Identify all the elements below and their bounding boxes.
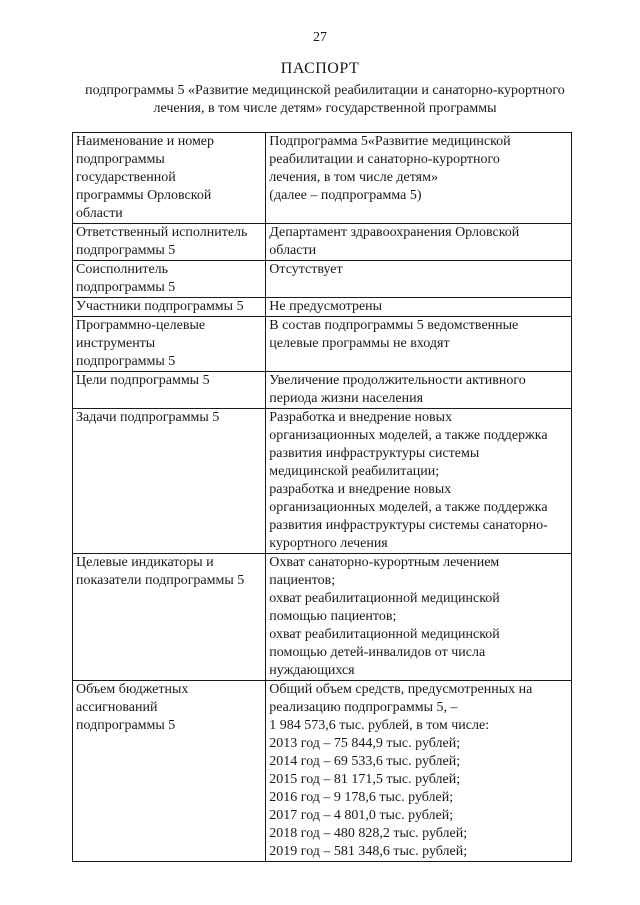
value-line: целевые программы не входят — [269, 336, 450, 351]
label-line: Программно-целевые — [76, 318, 206, 333]
label-line: подпрограммы 5 — [76, 243, 176, 258]
label-line: Наименование и номер — [76, 134, 215, 149]
passport-row — [73, 317, 572, 372]
page-number: 27 — [313, 30, 327, 45]
passport-row-value — [266, 317, 572, 372]
label-line: подпрограммы 5 — [76, 718, 176, 733]
label-line: Ответственный исполнитель — [76, 225, 248, 240]
value-line: Отсутствует — [269, 262, 343, 277]
value-line: 2015 год – 81 171,5 тыс. рублей; — [269, 772, 461, 787]
value-line: развития инфраструктуры системы санаторно- — [269, 518, 548, 533]
value-line: области — [269, 243, 317, 258]
value-line: 2013 год – 75 844,9 тыс. рублей; — [269, 736, 461, 751]
value-line: периода жизни населения — [269, 391, 424, 406]
label-line: государственной — [76, 170, 176, 185]
passport-row — [73, 298, 572, 317]
passport-row — [73, 409, 572, 554]
passport-row-label — [73, 261, 266, 298]
passport-row-label — [73, 409, 266, 554]
value-line: помощью детей-инвалидов от числа — [269, 645, 486, 660]
value-line: 2019 год – 581 348,6 тыс. рублей; — [269, 844, 468, 859]
value-line: Департамент здравоохранения Орловской — [269, 225, 520, 240]
label-line: инструменты — [76, 336, 156, 351]
value-line: Общий объем средств, предусмотренных на — [269, 682, 533, 697]
label-line: Задачи подпрограммы 5 — [76, 410, 220, 425]
value-line: Охват санаторно-курортным лечением — [269, 555, 500, 570]
value-line: 2016 год – 9 178,6 тыс. рублей; — [269, 790, 454, 805]
value-line: (далее – подпрограмма 5) — [269, 188, 422, 203]
passport-row-value — [266, 133, 572, 224]
passport-row-label — [73, 681, 266, 862]
value-line: курортного лечения — [269, 536, 388, 551]
document-subtitle — [60, 82, 590, 118]
passport-table-body — [73, 133, 572, 862]
value-line: реабилитации и санаторно-курортного — [269, 152, 500, 167]
passport-row-label — [73, 298, 266, 317]
value-line: нуждающихся — [269, 663, 355, 678]
passport-table — [72, 132, 572, 862]
value-line: разработка и внедрение новых — [269, 482, 452, 497]
value-line: 1 984 573,6 тыс. рублей, в том числе: — [269, 718, 490, 733]
label-line: программы Орловской — [76, 188, 212, 203]
value-line: реализацию подпрограммы 5, – — [269, 700, 458, 715]
value-line: развития инфраструктуры системы — [269, 446, 480, 461]
subtitle-line: подпрограммы 5 «Развитие медицинской реабилитации и санаторно-курортного — [85, 83, 565, 98]
value-line: 2014 год – 69 533,6 тыс. рублей; — [269, 754, 461, 769]
label-line: подпрограммы 5 — [76, 280, 176, 295]
label-line: Участники подпрограммы 5 — [76, 299, 244, 314]
value-line: лечения, в том числе детям» — [269, 170, 438, 185]
passport-row-value — [266, 554, 572, 681]
value-line: Разработка и внедрение новых — [269, 410, 453, 425]
value-line: Не предусмотрены — [269, 299, 383, 314]
label-line: области — [76, 206, 123, 221]
passport-row — [73, 261, 572, 298]
passport-row-value — [266, 372, 572, 409]
value-line: пациентов; — [269, 573, 336, 588]
subtitle-line: лечения, в том числе детям» государственной программы — [153, 101, 497, 116]
passport-row-value — [266, 298, 572, 317]
label-line: показатели подпрограммы 5 — [76, 573, 245, 588]
label-line: Объем бюджетных — [76, 682, 189, 697]
value-line: охват реабилитационной медицинской — [269, 627, 500, 642]
value-line: организационных моделей, а также поддержка — [269, 428, 548, 443]
document-title: ПАСПОРТ — [280, 60, 360, 77]
value-line: В состав подпрограммы 5 ведомственные — [269, 318, 519, 333]
label-line: подпрограммы 5 — [76, 354, 176, 369]
value-line: медицинской реабилитации; — [269, 464, 440, 479]
label-line: ассигнований — [76, 700, 158, 715]
passport-row — [73, 554, 572, 681]
value-line: Подпрограмма 5«Развитие медицинской — [269, 134, 511, 149]
label-line: подпрограммы — [76, 152, 165, 167]
value-line: Увеличение продолжительности активного — [269, 373, 526, 388]
passport-row — [73, 681, 572, 862]
value-line: охват реабилитационной медицинской — [269, 591, 500, 606]
passport-row — [73, 372, 572, 409]
passport-row — [73, 133, 572, 224]
label-line: Цели подпрограммы 5 — [76, 373, 210, 388]
value-line: помощью пациентов; — [269, 609, 397, 624]
passport-row-label — [73, 554, 266, 681]
passport-row-value — [266, 261, 572, 298]
passport-row-label — [73, 372, 266, 409]
passport-row — [73, 224, 572, 261]
passport-row-value — [266, 224, 572, 261]
passport-row-label — [73, 224, 266, 261]
value-line: 2018 год – 480 828,2 тыс. рублей; — [269, 826, 468, 841]
passport-row-label — [73, 133, 266, 224]
passport-row-value — [266, 409, 572, 554]
value-line: организационных моделей, а также поддержка — [269, 500, 548, 515]
value-line: 2017 год – 4 801,0 тыс. рублей; — [269, 808, 454, 823]
label-line: Соисполнитель — [76, 262, 169, 277]
passport-row-label — [73, 317, 266, 372]
passport-row-value — [266, 681, 572, 862]
label-line: Целевые индикаторы и — [76, 555, 214, 570]
